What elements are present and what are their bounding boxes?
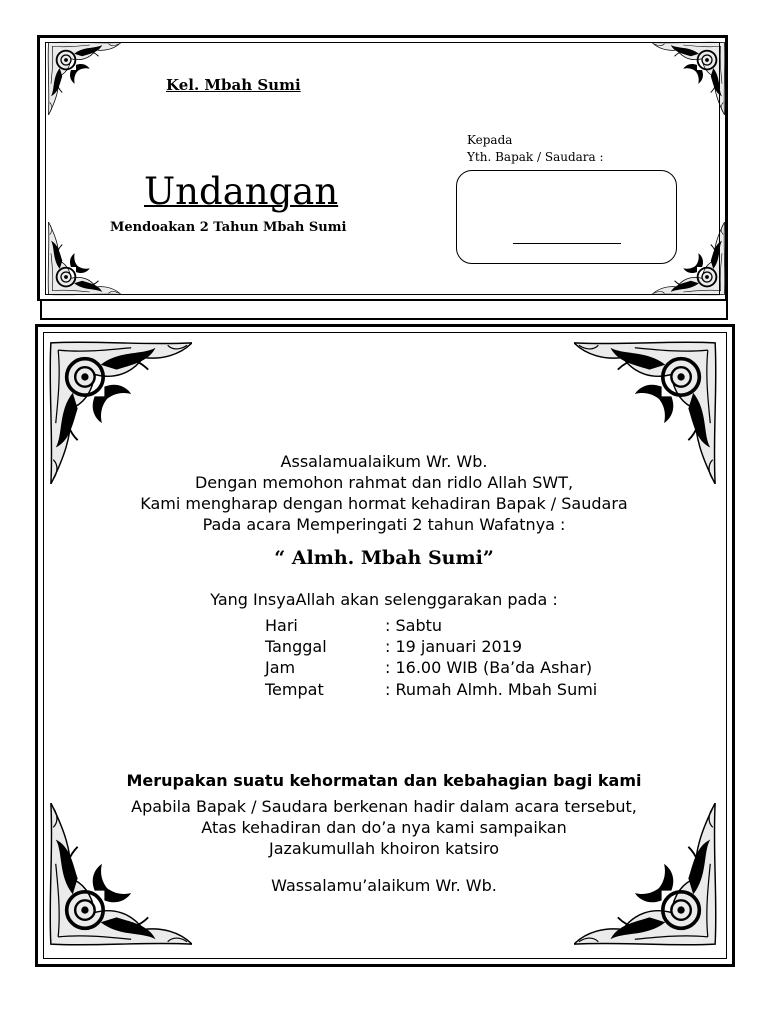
detail-label: Tempat [265,680,324,699]
detail-label: Hari [265,616,298,635]
detail-label: Jam [265,658,296,677]
intro-line: Kami mengharap dengan hormat kehadiran Bapak / Saudara [140,494,628,513]
detail-value: : Rumah Almh. Mbah Sumi [385,680,598,699]
ornament-corner-icon [46,40,121,115]
detail-value: : 19 januari 2019 [385,637,523,656]
detail-label: Tanggal [265,637,327,656]
family-name: Kel. Mbah Sumi [166,76,301,94]
envelope-side-line-left [40,300,42,320]
farewell: Wassalamu’alaikum Wr. Wb. [271,876,497,895]
recipient-to: Kepada [467,133,513,147]
deceased-name: “ Almh. Mbah Sumi” [274,547,494,569]
schedule-intro: Yang InsyaAllah akan selenggarakan pada : [210,590,558,609]
address-box [456,170,677,264]
detail-value: : 16.00 WIB (Ba’da Ashar) [385,658,593,677]
intro-line: Pada acara Memperingati 2 tahun Wafatnya : [202,515,566,534]
closing-line: Apabila Bapak / Saudara berkenan hadir dalam acara tersebut, [131,797,637,816]
invitation-subtitle: Mendoakan 2 Tahun Mbah Sumi [110,220,347,235]
invitation-title: Undangan [144,170,339,213]
greeting: Assalamualaikum Wr. Wb. [280,452,488,471]
closing-line: Atas kehadiran dan do’a nya kami sampaikan [201,818,567,837]
recipient-salutation: Yth. Bapak / Saudara : [467,150,604,164]
envelope-side-line-right [726,300,728,320]
address-line [513,243,621,244]
envelope-divider [40,318,728,320]
detail-value: : Sabtu [385,616,443,635]
intro-line: Dengan memohon rahmat dan ridlo Allah SWT, [194,473,574,492]
closing-line: Jazakumullah khoiron katsiro [268,839,500,858]
honor-line: Merupakan suatu kehormatan dan kebahagian bagi kami [126,771,642,790]
ornament-corner-icon [652,40,727,115]
